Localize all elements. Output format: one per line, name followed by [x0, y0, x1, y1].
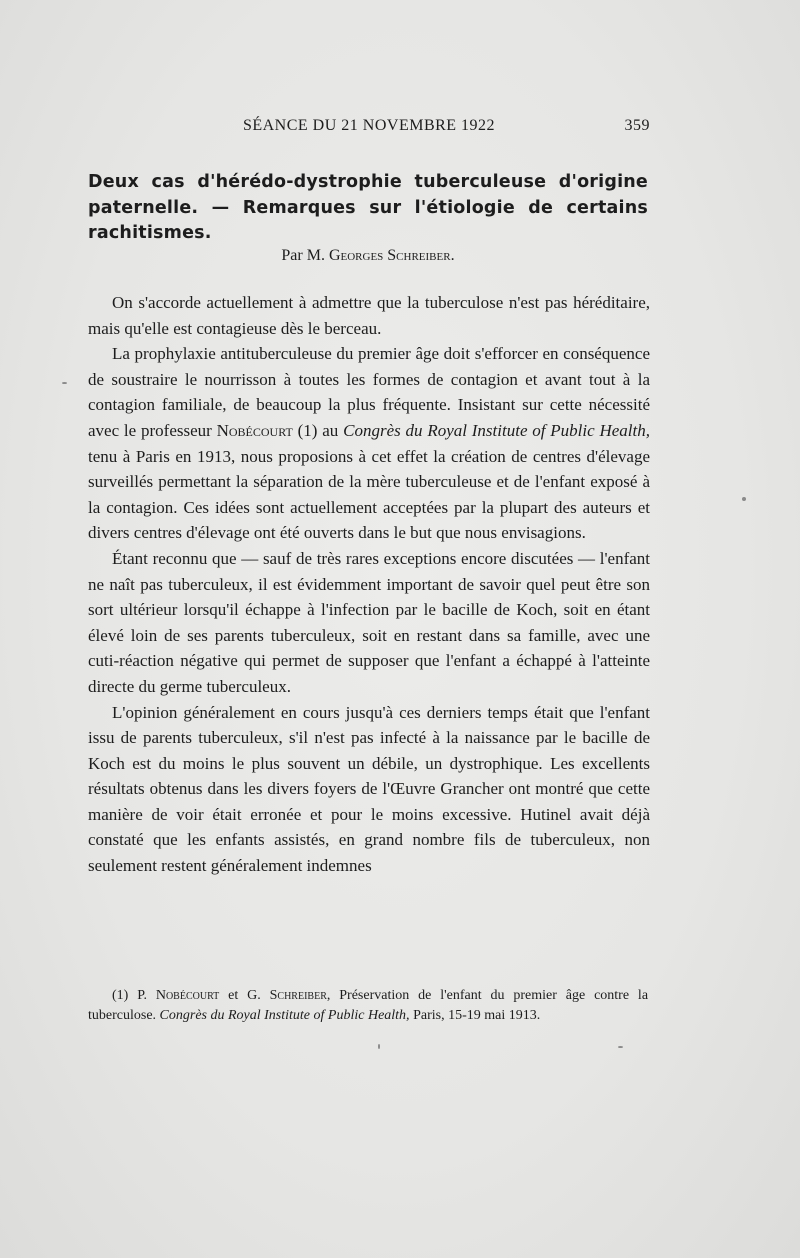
scan-speck: [62, 382, 67, 384]
footnote-place-date: Paris, 15-19 mai 1913.: [413, 1008, 541, 1023]
footnote-1: [88, 986, 648, 1026]
paragraph-1: On s'accorde actuellement à admettre que la tuberculose n'est pas héréditaire, mais qu'elle est contagieuse dès le berceau.: [88, 293, 650, 338]
article-title: Deux cas d'hérédo-dystrophie tuberculeuse d'origine paternelle. — Remarques sur l'étiologie de certains rachitismes.: [88, 172, 648, 243]
footnote-text: Préservation de l'enfant du premier âge contre la tuberculose.: [88, 988, 649, 1023]
cited-author-nobecourt: Nobécourt: [216, 420, 293, 440]
scan-speck: [618, 1046, 623, 1048]
footnote-author-2: Schreiber,: [269, 988, 331, 1003]
paragraph-2-start: La prophylaxie antituberculeuse du premier âge doit s'efforcer en conséquence de soustraire le nourrisson à toutes les formes de contagion et avant tout à la contagion familiale, de beaucoup la plus fréquente. Insistant sur cette nécessité avec le professeur: [88, 344, 650, 440]
paragraph-3: Étant reconnu que — sauf de très rares exceptions encore discutées — l'enfant ne naît pas tuberculeux, il est évidemment important de savoir quel peut être son sort ultérieur lorsqu'il échappe à l'infection par le bacille de Koch, soit en étant élevé loin de ses parents tuberculeux, soit en restant dans sa famille, avec une cuti-réaction négative qui permet de supposer que l'enfant a échappé à l'atteinte directe du germe tuberculeux.: [88, 548, 650, 696]
footnote-conjunction: et G.: [228, 988, 261, 1003]
congress-name: Congrès du Royal Institute of Public Health,: [343, 420, 650, 440]
running-title: SÉANCE DU 21 NOVEMBRE 1922: [242, 117, 496, 134]
author-prefix: Par M.: [281, 247, 325, 264]
footnotes: [88, 986, 648, 1026]
paragraph-2-end: tenu à Paris en 1913, nous proposions à cet effet la création de centres d'élevage surveillés permettant la séparation de la mère tuberculeuse et de l'enfant exposé à la contagion. Ces idées sont actuellement acceptées par la plupart des auteurs et divers centres d'élevage ont été ouverts dans le but que nous envisagions.: [88, 446, 650, 543]
scan-speck: [742, 497, 746, 501]
footnote-journal: Congrès du Royal Institute of Public Health,: [159, 1008, 410, 1023]
scan-speck: [378, 1044, 380, 1049]
footnote-author-1: Nobécourt: [155, 988, 220, 1003]
footnote-marker: (1) P.: [112, 988, 147, 1003]
article-body: [88, 290, 650, 879]
footnote-reference: (1) au: [297, 420, 339, 440]
page-number: 359: [624, 117, 650, 134]
paragraph-2: [88, 341, 650, 546]
paragraph-4: L'opinion généralement en cours jusqu'à ces derniers temps était que l'enfant issu de parents tuberculeux, s'il n'est pas infecté à la naissance par le bacille de Koch est du moins le plus souvent un débile, un dystrophique. Les excellents résultats obtenus dans les divers foyers de l'Œuvre Grancher ont montré que cette manière de voir était erronée et pour le moins excessive. Hutinel avait déjà constaté que les enfants assistés, en grand nombre fils de tuberculeux, non seulement restent généralement indemnes: [88, 702, 650, 876]
author-line: [88, 247, 648, 265]
author-name: Georges Schreiber.: [328, 247, 455, 264]
running-header: [88, 117, 650, 141]
